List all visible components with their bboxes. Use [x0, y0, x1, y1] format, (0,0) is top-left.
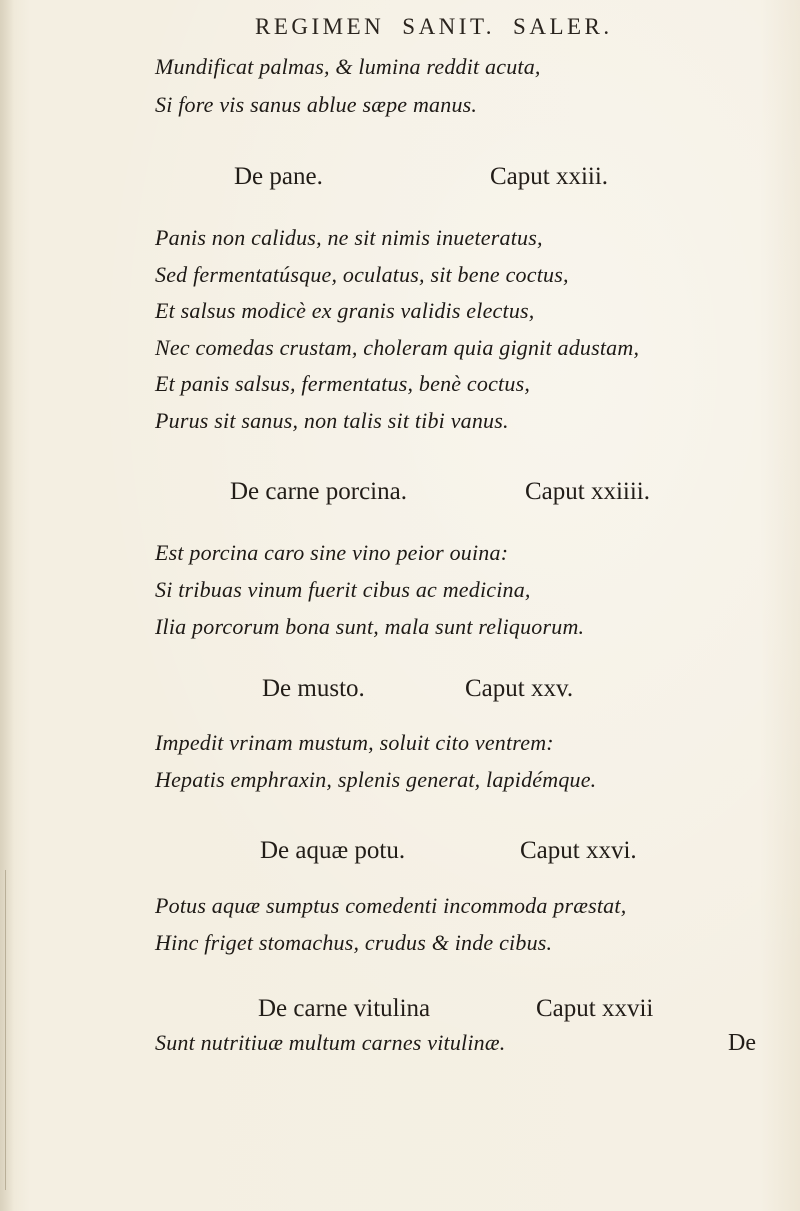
section-title: De pane. [234, 163, 323, 190]
caput-number: Caput xxvii [536, 995, 654, 1022]
running-head-word: SANIT. [402, 14, 496, 39]
verse-line: Si fore vis sanus ablue sæpe manus. [155, 92, 478, 117]
verse-line: Impedit vrinam mustum, soluit cito ventrem: [155, 730, 554, 755]
running-head-word: SALER. [513, 14, 613, 39]
page-gutter [0, 0, 14, 1211]
verse-line: Mundificat palmas, & lumina reddit acuta, [155, 54, 541, 79]
gutter-line [5, 870, 6, 1190]
section-title: De aquæ potu. [260, 837, 406, 864]
caput-number: Caput xxiiii. [525, 478, 650, 505]
caput-number: Caput xxv. [465, 675, 574, 702]
verse-line: Si tribuas vinum fuerit cibus ac medicina, [155, 577, 531, 602]
verse-line: Sunt nutritiuæ multum carnes vitulinæ. [155, 1030, 506, 1055]
verse-line: Sed fermentatúsque, oculatus, sit bene coctus, [155, 262, 569, 287]
verse-line: Panis non calidus, ne sit nimis inueteratus, [155, 225, 543, 250]
verse-line: Hepatis emphraxin, splenis generat, lapidémque. [155, 767, 597, 792]
section-title: De musto. [262, 675, 365, 702]
verse-line: Et salsus modicè ex granis validis electus, [155, 298, 535, 323]
section-title: De carne vitulina [258, 995, 431, 1022]
verse-line: Purus sit sanus, non talis sit tibi vanus. [155, 408, 509, 433]
caput-number: Caput xxvi. [520, 837, 637, 864]
verse-line: Et panis salsus, fermentatus, benè coctus, [155, 371, 531, 396]
verse-line: Ilia porcorum bona sunt, mala sunt reliquorum. [155, 614, 585, 639]
verse-line: Potus aquæ sumptus comedenti incommoda præstat, [155, 893, 627, 918]
caput-number: Caput xxiii. [490, 163, 609, 190]
running-head [255, 14, 655, 40]
verse-line: Est porcina caro sine vino peior ouina: [155, 540, 509, 565]
section-title: De carne porcina. [230, 478, 407, 505]
running-head-word: REGIMEN [255, 14, 385, 39]
catchword: De [728, 1030, 756, 1056]
verse-line: Nec comedas crustam, choleram quia gignit adustam, [155, 335, 640, 360]
verse-line: Hinc friget stomachus, crudus & inde cibus. [155, 930, 553, 955]
